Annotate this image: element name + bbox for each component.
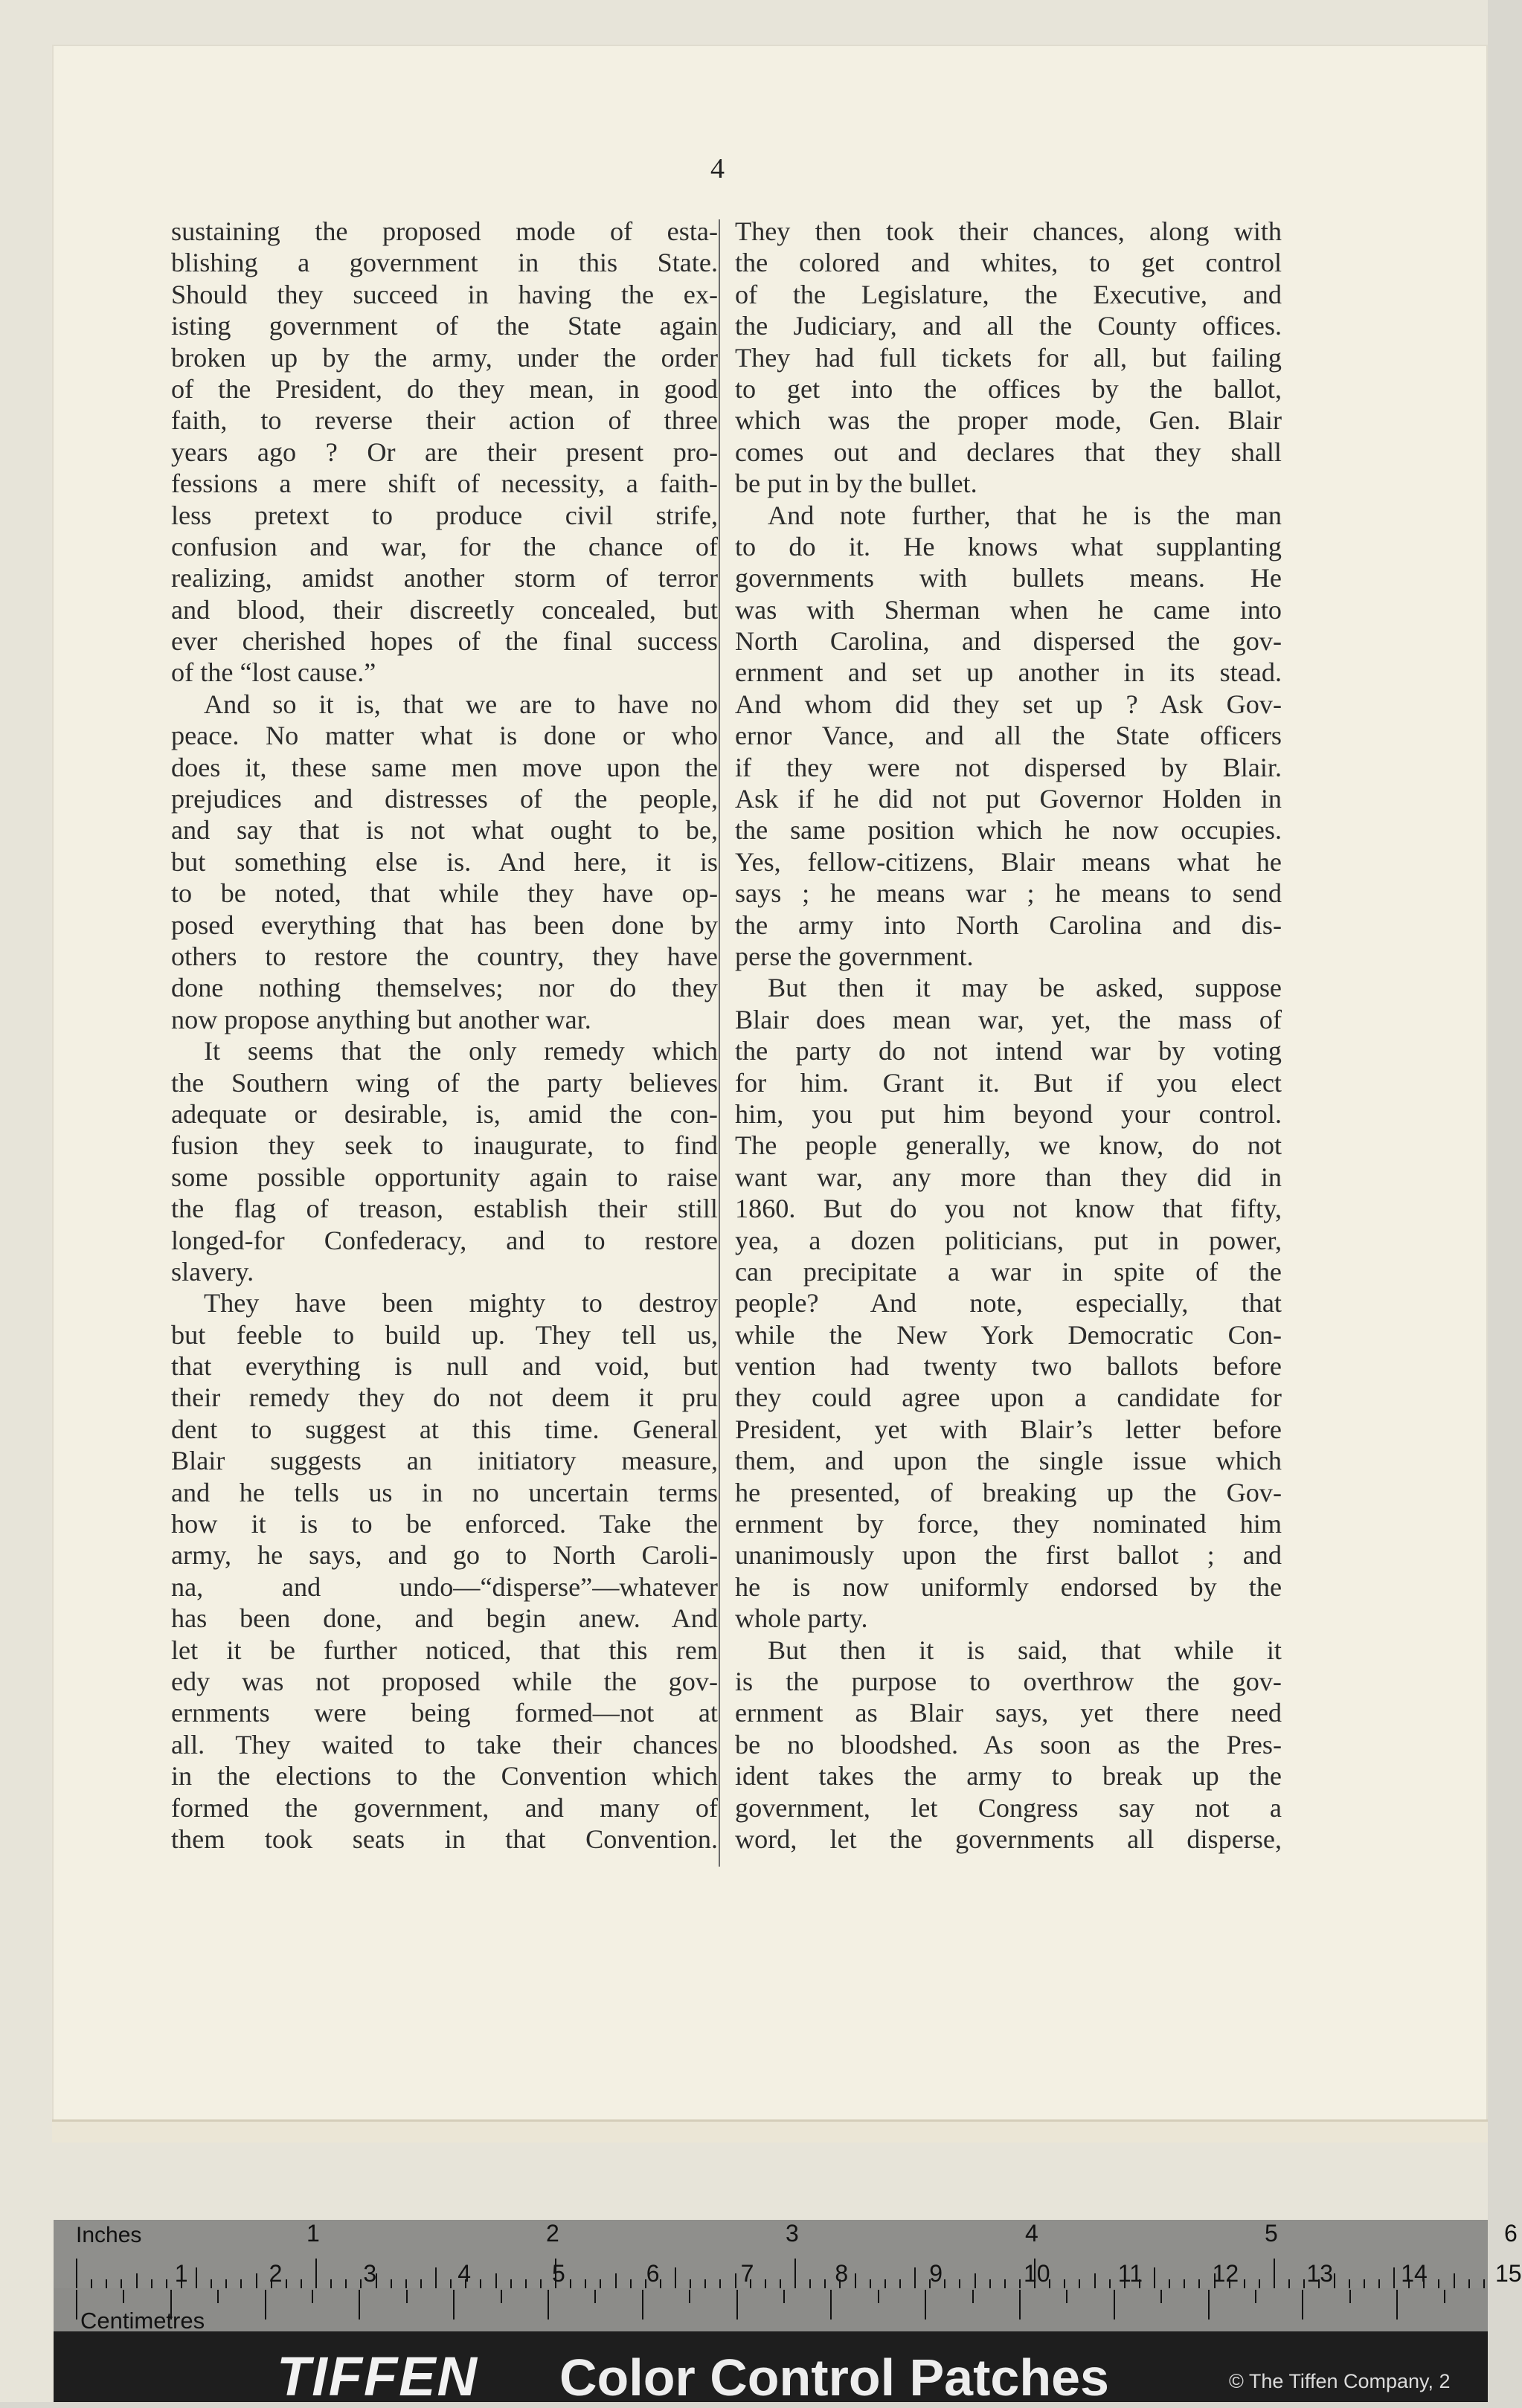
text-line: has been done, and begin anew. And — [171, 1603, 718, 1634]
ruler-tick — [1334, 2273, 1335, 2288]
text-line: ernor Vance, and all the State officers — [735, 721, 1282, 751]
text-line: to do it. He knows what supplanting — [735, 531, 1282, 561]
cm-number: 5 — [552, 2260, 565, 2287]
text-line: done nothing themselves; nor do they — [171, 973, 718, 1003]
ruler-tick — [1349, 2279, 1350, 2288]
text-line: Should they succeed in having the ex- — [171, 279, 718, 309]
ruler-tick — [765, 2279, 766, 2288]
text-line: Ask if he did not put Governor Holden in — [735, 784, 1282, 814]
inch-number: 2 — [546, 2220, 559, 2247]
ruler-tick — [286, 2279, 287, 2288]
tiffen-logo: TIFFEN — [277, 2346, 478, 2407]
text-line: And note further, that he is the man — [768, 500, 1282, 530]
ruler-tick — [1160, 2290, 1162, 2303]
ruler-tick — [359, 2290, 360, 2320]
inch-number: 6 — [1504, 2220, 1518, 2247]
ruler-tick — [660, 2279, 661, 2288]
text-line: while the New York Democratic Con- — [735, 1319, 1282, 1350]
cm-number: 7 — [740, 2260, 754, 2287]
ruler-tick — [719, 2279, 721, 2288]
text-line: people? And note, especially, that — [735, 1288, 1282, 1319]
text-line: fessions a mere shift of necessity, a faith- — [171, 469, 718, 499]
text-line: whole party. — [735, 1603, 868, 1634]
inches-label: Inches — [76, 2223, 142, 2247]
text-line: can precipitate a war in spite of the — [735, 1256, 1282, 1287]
text-line: comes out and declares that they shall — [735, 437, 1282, 467]
ruler-tick — [196, 2267, 197, 2288]
text-line: faith, to reverse their action of three — [171, 405, 718, 436]
ruler-tick — [420, 2279, 422, 2288]
ruler-tick — [1094, 2273, 1096, 2288]
ruler-tick — [265, 2290, 266, 2320]
ruler-tick — [345, 2279, 347, 2288]
text-line: him, you put him beyond your control. — [735, 1098, 1282, 1129]
text-line: na, and undo—“disperse”—whatever — [171, 1571, 718, 1602]
text-line: others to restore the country, they have — [171, 941, 718, 971]
ruler-tick — [1378, 2279, 1380, 2288]
ruler-tick — [1444, 2290, 1445, 2303]
ruler-tick — [1198, 2279, 1200, 2288]
text-line: Yes, fellow-citizens, Blair means what he — [735, 846, 1282, 877]
ruler-tick — [1483, 2279, 1485, 2288]
text-line: want war, any more than they did in — [735, 1162, 1282, 1192]
inch-number: 1 — [306, 2220, 320, 2247]
text-line: the Southern wing of the party believes — [171, 1067, 718, 1098]
cm-number: 6 — [646, 2260, 660, 2287]
text-line: was with Sherman when he came into — [735, 594, 1282, 625]
text-line: the same position which he now occupies. — [735, 815, 1282, 846]
text-column-left — [171, 216, 718, 1855]
text-line: dent to suggest at this time. General — [171, 1414, 718, 1444]
ruler-tick — [585, 2279, 586, 2288]
cm-number: 13 — [1306, 2260, 1333, 2287]
page-bottom-edge — [52, 2119, 1488, 2143]
ruler-tick — [453, 2290, 455, 2320]
text-line: sustaining the proposed mode of esta- — [171, 216, 718, 246]
copyright-notice: © The Tiffen Company, 2 — [1229, 2370, 1451, 2392]
text-line: let it be further noticed, that this rem — [171, 1635, 718, 1665]
text-line: yea, a dozen politicians, put in power, — [735, 1225, 1282, 1255]
ruler-tick — [525, 2279, 527, 2288]
ruler-tick — [1438, 2279, 1439, 2288]
ruler-tick — [1154, 2267, 1155, 2288]
ruler-tick — [690, 2279, 691, 2288]
text-line: for him. Grant it. But if you elect — [735, 1067, 1282, 1098]
ruler-tick — [1019, 2279, 1021, 2288]
text-line: them took seats in that Convention. — [171, 1823, 718, 1854]
text-line: And so it is, that we are to have no — [204, 689, 718, 719]
measurement-ruler — [54, 2220, 1522, 2407]
ruler-tick — [1468, 2279, 1470, 2288]
text-line: but something else is. And here, it is — [171, 846, 718, 877]
text-line: Blair does mean war, yet, the mass of — [735, 1004, 1282, 1034]
ruler-tick — [1064, 2279, 1065, 2288]
column-divider — [719, 219, 720, 1867]
text-line: And whom did they set up ? Ask Gov- — [735, 689, 1282, 719]
ruler-tick — [540, 2279, 542, 2288]
inch-number: 4 — [1025, 2220, 1038, 2247]
text-line: prejudices and distresses of the people, — [171, 784, 718, 814]
ruler-tick — [1274, 2259, 1275, 2288]
text-line: ever cherished hopes of the final success — [171, 626, 718, 657]
cm-number: 10 — [1024, 2260, 1050, 2287]
cm-number: 15 — [1495, 2260, 1522, 2287]
ruler-tick — [783, 2290, 785, 2303]
ruler-cm-scale — [54, 2288, 1488, 2331]
ruler-tick — [1364, 2279, 1365, 2288]
ruler-tick — [106, 2279, 107, 2288]
ruler-tick — [630, 2279, 632, 2288]
ruler-tick — [211, 2279, 212, 2288]
text-line: army, he says, and go to North Caroli- — [171, 1540, 718, 1571]
ruler-tick — [925, 2290, 926, 2320]
cm-number: 2 — [269, 2260, 283, 2287]
ruler-tick — [301, 2279, 302, 2288]
ruler-tick — [495, 2273, 497, 2288]
ruler-tick — [406, 2290, 408, 2303]
text-line: years ago ? Or are their present pro- — [171, 437, 718, 467]
ruler-tick — [809, 2279, 811, 2288]
cm-number: 9 — [929, 2260, 943, 2287]
text-line: It seems that the only remedy which — [204, 1036, 718, 1066]
ruler-tick — [1019, 2290, 1021, 2320]
text-line: posed everything that has been done by — [171, 910, 718, 940]
ruler-tick — [76, 2290, 77, 2320]
ruler-tick — [1259, 2279, 1260, 2288]
ruler-tick — [855, 2273, 856, 2288]
text-line: confusion and war, for the chance of — [171, 531, 718, 561]
ruler-tick — [1004, 2279, 1006, 2288]
ruler-tick — [76, 2259, 77, 2288]
cm-number: 1 — [174, 2260, 188, 2287]
cm-number: 8 — [835, 2260, 849, 2287]
text-line: and say that is not what ought to be, — [171, 815, 718, 846]
ruler-tick — [959, 2279, 960, 2288]
text-line: of the President, do they mean, in good — [171, 373, 718, 404]
ruler-tick — [594, 2290, 596, 2303]
text-line: is the purpose to overthrow the gov- — [735, 1666, 1282, 1696]
ruler-tick — [435, 2267, 437, 2288]
text-line: The people generally, we know, do not — [735, 1130, 1282, 1161]
ruler-tick — [615, 2273, 617, 2288]
text-line: formed the government, and many of — [171, 1792, 718, 1823]
ruler-tick — [642, 2290, 643, 2320]
ruler-tick — [736, 2290, 738, 2320]
inch-number: 5 — [1265, 2220, 1278, 2247]
ruler-tick — [217, 2290, 219, 2303]
text-line: They have been mighty to destroy — [204, 1288, 718, 1319]
text-line: how it is to be enforced. Take the — [171, 1509, 718, 1539]
text-line: some possible opportunity again to raise — [171, 1162, 718, 1192]
ruler-tick — [1302, 2290, 1303, 2320]
text-line: governments with bullets means. He — [735, 563, 1282, 593]
ruler-tick — [136, 2273, 138, 2288]
text-line: slavery. — [171, 1256, 254, 1287]
text-line: President, yet with Blair’s letter before — [735, 1414, 1282, 1444]
text-line: their remedy they do not deem it pru — [171, 1382, 718, 1413]
ruler-tick — [1169, 2279, 1170, 2288]
ruler-tick — [123, 2290, 124, 2303]
text-line: But then it may be asked, suppose — [768, 973, 1282, 1003]
centimetres-label: Centimetres — [80, 2308, 205, 2334]
inch-number: 3 — [786, 2220, 799, 2247]
ruler-tick — [315, 2259, 317, 2288]
ruler-tick — [972, 2290, 974, 2303]
ruler-tick — [391, 2279, 392, 2288]
ruler-tick — [1454, 2273, 1455, 2288]
text-line: ident takes the army to break up the — [735, 1761, 1282, 1791]
text-line: 1860. But do you not know that fifty, — [735, 1194, 1282, 1224]
text-line: vention had twenty two ballots before — [735, 1351, 1282, 1382]
text-line: But then it is said, that while it — [768, 1635, 1282, 1665]
ruler-tick — [405, 2279, 407, 2288]
text-line: to get into the offices by the ballot, — [735, 373, 1282, 404]
ruler-tick — [830, 2290, 832, 2320]
ruler-tick — [225, 2279, 227, 2288]
ruler-tick — [600, 2279, 601, 2288]
ruler-tick — [240, 2279, 242, 2288]
ruler-tick — [1114, 2290, 1115, 2320]
ruler-tick — [1288, 2279, 1290, 2288]
ruler-tick — [878, 2290, 879, 2303]
cm-number: 12 — [1212, 2260, 1239, 2287]
text-line: perse the government. — [735, 941, 974, 971]
text-line: if they were not dispersed by Blair. — [735, 752, 1282, 782]
text-line: but feeble to build up. They tell us, — [171, 1319, 718, 1350]
ruler-tick — [1244, 2279, 1245, 2288]
text-line: peace. No matter what is done or who — [171, 721, 718, 751]
text-line: be put in by the bullet. — [735, 469, 977, 499]
page-number: 4 — [710, 153, 725, 184]
ruler-tick — [989, 2279, 991, 2288]
ruler-tick — [794, 2259, 796, 2288]
ruler-tick — [735, 2273, 736, 2288]
ruler-tick — [1079, 2279, 1080, 2288]
text-line: North Carolina, and dispersed the gov- — [735, 626, 1282, 657]
ruler-tick — [704, 2279, 706, 2288]
text-line: word, let the governments all disperse, — [735, 1823, 1282, 1854]
ruler-tick — [450, 2279, 452, 2288]
ruler-tick — [1255, 2290, 1256, 2303]
cm-number: 3 — [363, 2260, 377, 2287]
ruler-tick — [675, 2267, 676, 2288]
ruler-tick — [91, 2279, 92, 2288]
ruler-tick — [944, 2279, 945, 2288]
text-line: the colored and whites, to get control — [735, 248, 1282, 278]
cm-number: 11 — [1117, 2260, 1143, 2287]
text-line: government, let Congress say not a — [735, 1792, 1282, 1823]
text-line: in the elections to the Convention which — [171, 1761, 718, 1791]
text-line: the flag of treason, establish their still — [171, 1194, 718, 1224]
text-column-right — [735, 216, 1282, 1855]
text-line: isting government of the State again — [171, 311, 718, 341]
ruler-tick — [510, 2279, 512, 2288]
ruler-tick — [780, 2279, 781, 2288]
ruler-tick — [1303, 2279, 1305, 2288]
text-line: edy was not proposed while the gov- — [171, 1666, 718, 1696]
ruler-tick — [121, 2279, 122, 2288]
text-line: be no bloodshed. As soon as the Pres- — [735, 1729, 1282, 1760]
ruler-tick — [312, 2290, 313, 2303]
cm-number: 4 — [457, 2260, 471, 2287]
ruler-tick — [884, 2279, 886, 2288]
text-line: to be noted, that while they have op- — [171, 878, 718, 909]
text-line: which was the proper mode, Gen. Blair — [735, 405, 1282, 436]
text-line: They had full tickets for all, but failing — [735, 342, 1282, 373]
text-line: realizing, amidst another storm of terror — [171, 563, 718, 593]
text-line: them, and upon the single issue which — [735, 1446, 1282, 1476]
ruler-tick — [1396, 2290, 1398, 2320]
text-line: and blood, their discreetly concealed, but — [171, 594, 718, 625]
ruler-tick — [256, 2273, 257, 2288]
text-line: all. They waited to take their chances — [171, 1729, 718, 1760]
ruler-tick — [548, 2290, 549, 2320]
text-line: ernment as Blair says, yet there need — [735, 1698, 1282, 1728]
ruler-tick — [689, 2290, 690, 2303]
ruler-tick — [914, 2267, 916, 2288]
text-line: says ; he means war ; he means to send — [735, 878, 1282, 909]
ruler-tick — [1109, 2279, 1111, 2288]
text-line: now propose anything but another war. — [171, 1004, 591, 1034]
ruler-tick — [570, 2279, 571, 2288]
ruler-tick — [974, 2273, 976, 2288]
ruler-tick — [480, 2279, 481, 2288]
text-line: longed-for Confederacy, and to restore — [171, 1225, 718, 1255]
text-line: they could agree upon a candidate for — [735, 1382, 1282, 1413]
ruler-tick — [166, 2279, 167, 2288]
cm-number: 14 — [1401, 2260, 1428, 2287]
ruler-tick — [870, 2279, 871, 2288]
text-line: ernment by force, they nominated him — [735, 1509, 1282, 1539]
text-line: They then took their chances, along with — [735, 216, 1282, 246]
ruler-tick — [1393, 2267, 1395, 2288]
text-line: Blair suggests an initiatory measure, — [171, 1446, 718, 1476]
text-line: broken up by the army, under the order — [171, 342, 718, 373]
text-line: he is now uniformly endorsed by the — [735, 1571, 1282, 1602]
ruler-tick — [824, 2279, 826, 2288]
text-line: fusion they seek to inaugurate, to find — [171, 1130, 718, 1161]
ruler-tick — [1184, 2279, 1185, 2288]
ruler-tick — [1349, 2290, 1351, 2303]
text-line: he presented, of breaking up the Gov- — [735, 1477, 1282, 1507]
ruler-tick — [330, 2279, 332, 2288]
text-line: the army into North Carolina and dis- — [735, 910, 1282, 940]
ruler-tick — [1066, 2290, 1067, 2303]
text-line: of the “lost cause.” — [171, 657, 376, 688]
text-line: the party do not intend war by voting — [735, 1036, 1282, 1066]
ruler-tick — [501, 2290, 502, 2303]
text-line: does it, these same men move upon the — [171, 752, 718, 782]
text-line: of the Legislature, the Executive, and — [735, 279, 1282, 309]
ruler-tick — [1208, 2290, 1210, 2320]
text-line: the Judiciary, and all the County offices. — [735, 311, 1282, 341]
text-line: less pretext to produce civil strife, — [171, 500, 718, 530]
text-line: blishing a government in this State. — [171, 248, 718, 278]
text-line: adequate or desirable, is, amid the con- — [171, 1098, 718, 1129]
text-line: ernment and set up another in its stead. — [735, 657, 1282, 688]
text-line: and he tells us in no uncertain terms — [171, 1477, 718, 1507]
brand-subtitle: Color Control Patches — [559, 2349, 1109, 2407]
text-line: unanimously upon the first ballot ; and — [735, 1540, 1282, 1571]
ruler-tick — [360, 2279, 362, 2288]
text-line: ernments were being formed—not at — [171, 1698, 718, 1728]
ruler-tick — [899, 2279, 901, 2288]
ruler-tick — [151, 2279, 152, 2288]
text-line: that everything is null and void, but — [171, 1351, 718, 1382]
